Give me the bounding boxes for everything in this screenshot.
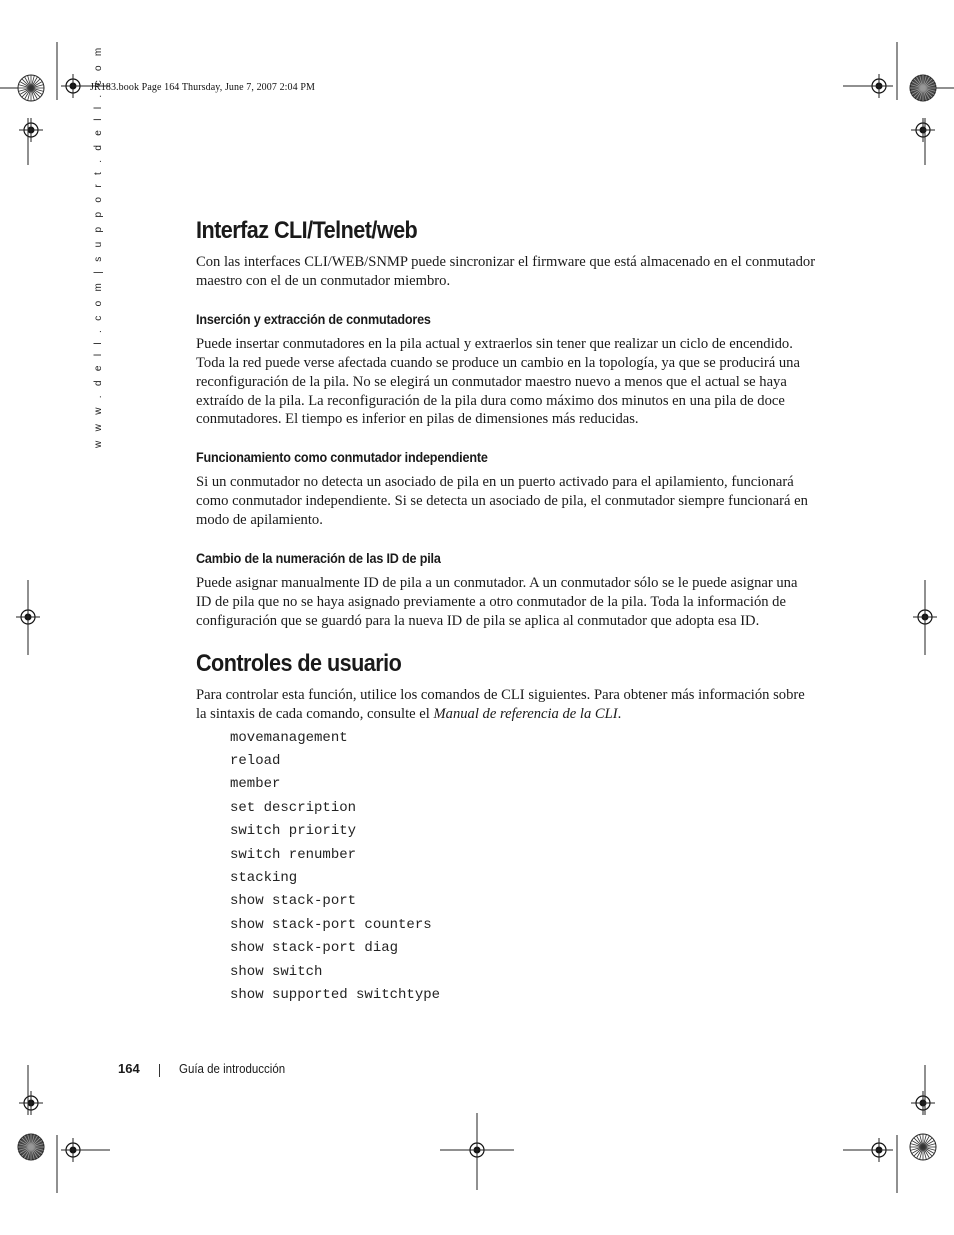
command-line: show stack-port diag (230, 940, 399, 957)
subheading-standalone: Funcionamiento como conmutador independiente (196, 449, 488, 466)
command-line: show stack-port (230, 893, 357, 910)
side-url-text: w w w . d e l l . c o m | s u p p o r t . d e l l . c o m (93, 44, 104, 448)
file-info-header: JR183.book Page 164 Thursday, June 7, 2007 2:04 PM (90, 82, 315, 93)
command-line: stacking (230, 870, 298, 887)
command-line: show supported switchtype (230, 987, 441, 1004)
cli-manual-reference: Manual de referencia de la CLI (433, 705, 618, 722)
command-line: movemanagement (230, 729, 348, 746)
heading-user-controls: Controles de usuario (196, 649, 402, 677)
command-line: switch renumber (230, 846, 357, 863)
command-line: show switch (230, 963, 323, 980)
command-line: set description (230, 799, 357, 816)
command-line: switch priority (230, 823, 357, 840)
cli-intro-paragraph: Con las interfaces CLI/WEB/SNMP puede sincronizar el firmware que está almacenado en el conmutador maestro con el de un conmutador miembro. (196, 254, 816, 289)
subheading-insertion-removal: Inserción y extracción de conmutadores (196, 310, 431, 327)
standalone-paragraph: Si un conmutador no detecta un asociado de pila en un puerto activado para el apilamiento, funcionará como conmutador independiente. Si se detecta un asociado de pila, el conmutador siempre funcionará en modo de apilamiento. (196, 474, 808, 529)
command-list (230, 727, 816, 1008)
main-content (196, 214, 816, 1007)
page-number: 164 (118, 1061, 140, 1076)
subheading-renumbering: Cambio de la numeración de las ID de pila (196, 550, 441, 567)
user-controls-paragraph: Para controlar esta función, utilice los comandos de CLI siguientes. Para obtener más información sobre la sintaxis de cada comando, consulte el Manual de referencia de la CLI. (196, 686, 805, 722)
renumbering-paragraph: Puede asignar manualmente ID de pila a un conmutador. A un conmutador sólo se le puede asignar una ID de pila que no se haya asignado previamente a otro conmutador de la pila. Toda la información de configuración que se guardó para la nueva ID de pila se aplica al conmutador que adopta esa ID. (196, 575, 798, 629)
command-line: show stack-port counters (230, 916, 432, 933)
footer-title: Guía de introducción (179, 1062, 286, 1076)
insertion-removal-paragraph: Puede insertar conmutadores en la pila actual y extraerlos sin tener que realizar un ciclo de encendido. Toda la red puede verse afectada cuando se produce un cambio en la topología, ya que se producirá una reconfiguración de la pila. No se elegirá un conmutador maestro nuevo a menos que el actual se haya extraído de la pila. La reconfiguración de la pila dura como máximo dos minutos en una pila de doce conmutadores. El tiempo es inferior en pilas de dimensiones más reducidas. (196, 335, 800, 428)
command-line: reload (230, 753, 281, 769)
heading-cli-telnet-web: Interfaz CLI/Telnet/web (196, 217, 418, 244)
footer-divider (159, 1064, 160, 1077)
command-line: member (230, 776, 281, 793)
